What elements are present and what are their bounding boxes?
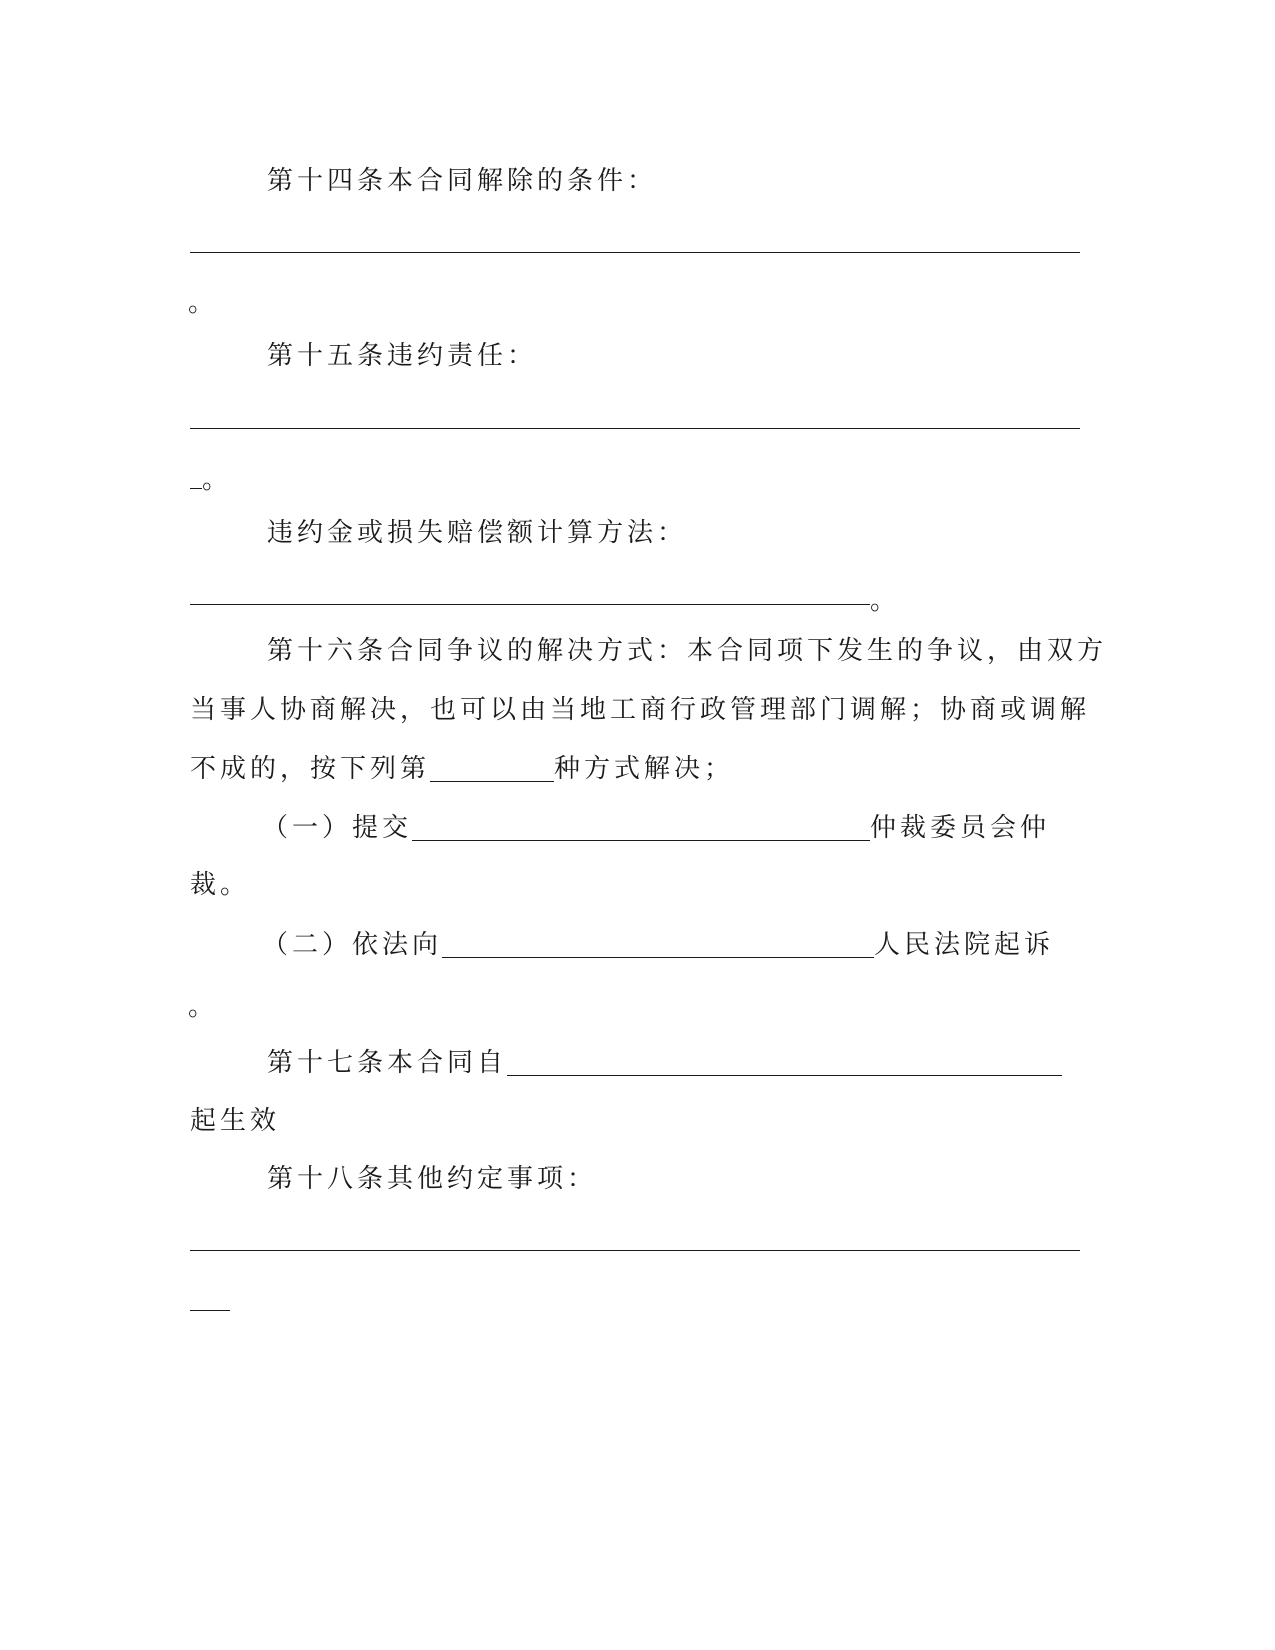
article-15-end-mark: 。 <box>202 465 229 495</box>
article-18-title: 第十八条其他约定事项： <box>267 1164 598 1194</box>
article-15-blank-tail <box>190 488 202 489</box>
article-16-line-1: 第十六条合同争议的解决方式：本合同项下发生的争议，由双方 <box>267 636 1108 666</box>
option-2-prefix: （二）依法向 <box>262 930 443 960</box>
article-17-prefix: 第十七条本合同自 <box>267 1048 508 1078</box>
option-2-end-mark: 。 <box>188 992 215 1022</box>
article-16-line-3-suffix: 种方式解决； <box>554 754 735 784</box>
article-14-end-mark: 。 <box>188 288 215 318</box>
penalty-calculation-blank[interactable] <box>190 604 870 605</box>
option-2-line <box>262 931 1075 958</box>
option-1-line <box>262 814 1075 841</box>
article-14-blank[interactable] <box>190 252 1080 253</box>
article-18-blank-tail <box>190 1310 230 1311</box>
article-16-line-3 <box>190 755 1080 782</box>
article-17-line <box>267 1049 1080 1076</box>
article-16-line-2: 当事人协商解决，也可以由当地工商行政管理部门调解；协商或调解 <box>190 695 1091 725</box>
effective-date-blank[interactable] <box>507 1049 1062 1076</box>
article-14-title: 第十四条本合同解除的条件： <box>267 166 658 196</box>
option-2-suffix: 人民法院起诉 <box>874 930 1055 960</box>
penalty-calculation-end-mark: 。 <box>870 586 897 616</box>
penalty-calculation-label: 违约金或损失赔偿额计算方法： <box>267 518 688 548</box>
method-number-blank[interactable] <box>430 755 554 782</box>
option-1-continuation: 裁。 <box>190 870 251 900</box>
article-15-title: 第十五条违约责任： <box>267 341 538 371</box>
option-1-prefix: （一）提交 <box>262 813 413 843</box>
article-17-continuation: 起生效 <box>190 1106 281 1136</box>
option-1-suffix: 仲裁委员会仲 <box>870 813 1051 843</box>
article-16-line-3-prefix: 不成的，按下列第 <box>190 754 431 784</box>
article-18-blank[interactable] <box>190 1250 1080 1251</box>
article-15-blank[interactable] <box>190 428 1080 429</box>
court-blank[interactable] <box>442 931 874 958</box>
arbitration-commission-blank[interactable] <box>412 814 870 841</box>
